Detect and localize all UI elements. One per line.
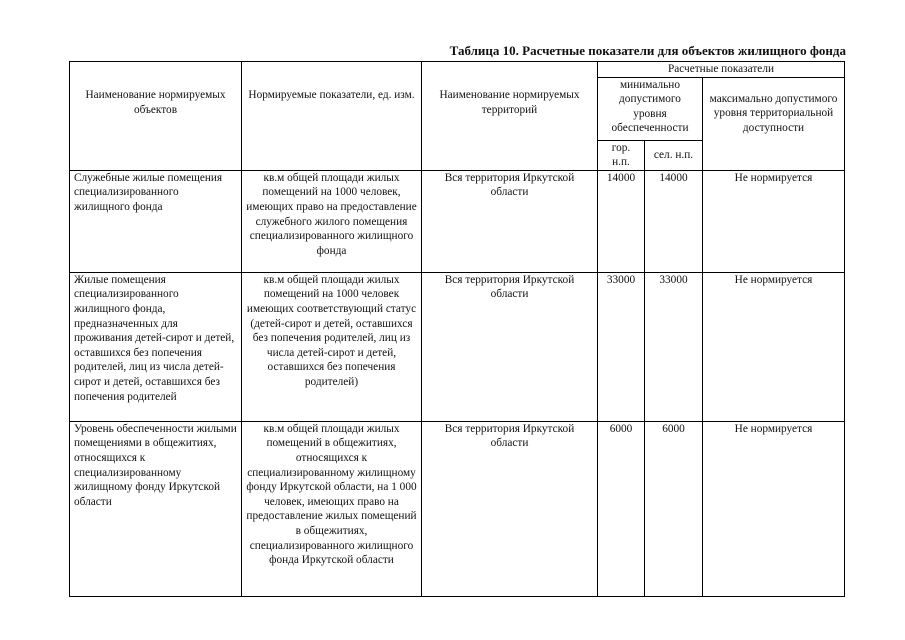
header-territories: Наименование нормируемых территорий: [422, 62, 598, 171]
table-row: [70, 272, 845, 421]
row-max-value: Не нормируется: [703, 170, 845, 272]
row-village-value: 33000: [645, 272, 703, 421]
norms-table: [69, 61, 845, 597]
header-min-level: минимально допустимого уровня обеспеченности: [598, 77, 703, 140]
row-village-value: 6000: [645, 421, 703, 596]
row-max-value: Не нормируется: [703, 421, 845, 596]
row-territory: Вся территория Иркутской области: [422, 421, 598, 596]
row-indicator: кв.м общей площади жилых помещений на 1000 человек имеющих соответствующий статус (детей-сирот и детей, оставшихся без попечения родителей, лиц из числа детей-сирот и детей, оставшихся без попечения родителей): [242, 272, 422, 421]
header-max-level: максимально допустимого уровня территориальной доступности: [703, 77, 845, 170]
row-territory: Вся территория Иркутской области: [422, 170, 598, 272]
header-indicators: Нормируемые показатели, ед. изм.: [242, 62, 422, 171]
row-indicator: кв.м общей площади жилых помещений в общежитиях, относящихся к специализированному жилищному фонду Иркутской области, на 1 000 человек, имеющих право на предоставление жилых помещений в общежитиях, специализированного жилищного фонда Иркутской области: [242, 421, 422, 596]
row-max-value: Не нормируется: [703, 272, 845, 421]
header-city: гор. н.п.: [598, 140, 645, 170]
header-objects: Наименование нормируемых объектов: [70, 62, 242, 171]
table-caption: Таблица 10. Расчетные показатели для объектов жилищного фонда: [449, 43, 846, 58]
row-object: Уровень обеспеченности жилыми помещениями в общежитиях, относящихся к специализированному жилищному фонду Иркутской области: [70, 421, 242, 596]
header-village: сел. н.п.: [645, 140, 703, 170]
row-territory: Вся территория Иркутской области: [422, 272, 598, 421]
table-row: [70, 421, 845, 596]
row-city-value: 14000: [598, 170, 645, 272]
row-city-value: 6000: [598, 421, 645, 596]
header-calc: Расчетные показатели: [598, 62, 845, 78]
row-indicator: кв.м общей площади жилых помещений на 1000 человек, имеющих право на предоставление служебного жилого помещения специализированного жилищного фонда: [242, 170, 422, 272]
row-city-value: 33000: [598, 272, 645, 421]
row-object: Служебные жилые помещения специализированного жилищного фонда: [70, 170, 242, 272]
table-row: [70, 170, 845, 272]
row-village-value: 14000: [645, 170, 703, 272]
row-object: Жилые помещения специализированного жилищного фонда, предназначенных для проживания детей-сирот и детей, оставшихся без попечения родителей, лиц из числа детей-сирот и детей, оставшихся без попечения родителей: [70, 272, 242, 421]
